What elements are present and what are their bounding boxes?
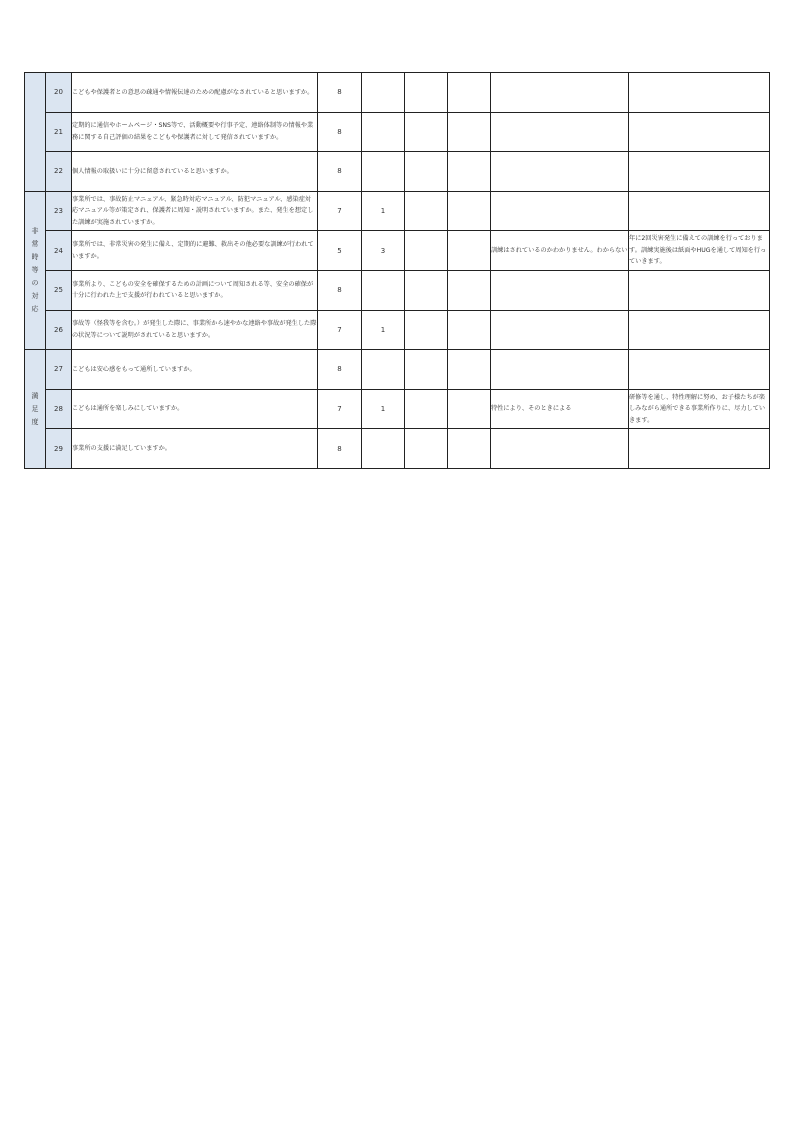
table-row [25,389,770,429]
unknown-count [448,270,491,310]
row-number: 20 [46,73,72,113]
table-row [25,231,770,271]
row-number: 23 [46,191,72,231]
row-number: 22 [46,152,72,192]
no-count [405,310,448,350]
yes-count: 7 [318,191,362,231]
no-count [405,152,448,192]
row-number: 21 [46,112,72,152]
no-count [405,270,448,310]
parent-comment [491,152,629,192]
unknown-count [448,191,491,231]
no-count [405,429,448,469]
parent-comment [491,429,629,469]
yes-count: 7 [318,389,362,429]
table-row [25,310,770,350]
table-row [25,350,770,390]
table-row [25,270,770,310]
no-count [405,350,448,390]
facility-response [629,310,770,350]
yes-count: 8 [318,73,362,113]
yes-count: 8 [318,429,362,469]
no-count [405,112,448,152]
facility-response [629,73,770,113]
yes-count: 8 [318,112,362,152]
question-text: 事業所の支援に満足していますか。 [72,429,318,469]
unknown-count [448,389,491,429]
question-text: 事業所では、事故防止マニュアル、緊急時対応マニュアル、防犯マニュアル、感染症対応マニュアル等が策定され、保護者に周知・説明されていますか。また、発生を想定した訓練が実施されていますか。 [72,191,318,231]
facility-response: 年に2回災害発生に備えての訓練を行っております。訓練実施後は紙面やHUGを通して周知を行っていきます。 [629,231,770,271]
row-number: 27 [46,350,72,390]
parent-comment: 訓練はされているのかわかりません。わからない [491,231,629,271]
neither-count [362,112,405,152]
question-text: こどもは通所を楽しみにしていますか。 [72,389,318,429]
row-number: 28 [46,389,72,429]
question-text: 事故等（怪我等を含む。）が発生した際に、事業所から速やかな連絡や事故が発生した際の状況等について説明がされていると思いますか。 [72,310,318,350]
question-text: 事業所では、非常災害の発生に備え、定期的に避難、救出その他必要な訓練が行われていますか。 [72,231,318,271]
yes-count: 5 [318,231,362,271]
neither-count [362,429,405,469]
facility-response [629,270,770,310]
row-number: 29 [46,429,72,469]
unknown-count [448,350,491,390]
unknown-count [448,310,491,350]
no-count [405,191,448,231]
neither-count [362,350,405,390]
neither-count [362,152,405,192]
no-count [405,389,448,429]
table-row [25,112,770,152]
parent-comment [491,350,629,390]
category-satisfaction: 満 足 度 [25,350,46,469]
unknown-count [448,73,491,113]
facility-response [629,191,770,231]
row-number: 24 [46,231,72,271]
neither-count [362,270,405,310]
question-text: 定期的に通信やホームページ・SNS等で、活動概要や行事予定、連絡体制等の情報や業務に関する自己評価の結果をこどもや保護者に対して発信されていますか。 [72,112,318,152]
facility-response [629,429,770,469]
yes-count: 8 [318,350,362,390]
row-number: 25 [46,270,72,310]
facility-response: 研修等を通し、特性理解に努め、お子様たちが楽しみながら通所できる事業所作りに、尽力していきます。 [629,389,770,429]
neither-count: 3 [362,231,405,271]
parent-comment [491,270,629,310]
question-text: こどもは安心感をもって通所していますか。 [72,350,318,390]
table-row [25,152,770,192]
unknown-count [448,152,491,192]
unknown-count [448,429,491,469]
table-row [25,429,770,469]
yes-count: 8 [318,270,362,310]
question-text: 事業所より、こどもの安全を確保するための計画について周知される等、安全の確保が十分に行われた上で支援が行われていると思いますか。 [72,270,318,310]
unknown-count [448,231,491,271]
question-text: こどもや保護者との意思の疎通や情報伝達のための配慮がなされていると思いますか。 [72,73,318,113]
no-count [405,73,448,113]
table-row [25,73,770,113]
neither-count: 1 [362,389,405,429]
parent-comment [491,191,629,231]
neither-count [362,73,405,113]
parent-comment [491,73,629,113]
no-count [405,231,448,271]
facility-response [629,152,770,192]
parent-comment [491,112,629,152]
neither-count: 1 [362,310,405,350]
evaluation-table [24,72,770,469]
category-cell-continued [25,73,46,192]
question-text: 個人情報の取扱いに十分に留意されていると思いますか。 [72,152,318,192]
table-row [25,191,770,231]
yes-count: 7 [318,310,362,350]
neither-count: 1 [362,191,405,231]
unknown-count [448,112,491,152]
row-number: 26 [46,310,72,350]
parent-comment [491,310,629,350]
parent-comment: 特性により、そのときによる [491,389,629,429]
category-emergency-response: 非 常 時 等 の 対 応 [25,191,46,349]
facility-response [629,350,770,390]
facility-response [629,112,770,152]
yes-count: 8 [318,152,362,192]
